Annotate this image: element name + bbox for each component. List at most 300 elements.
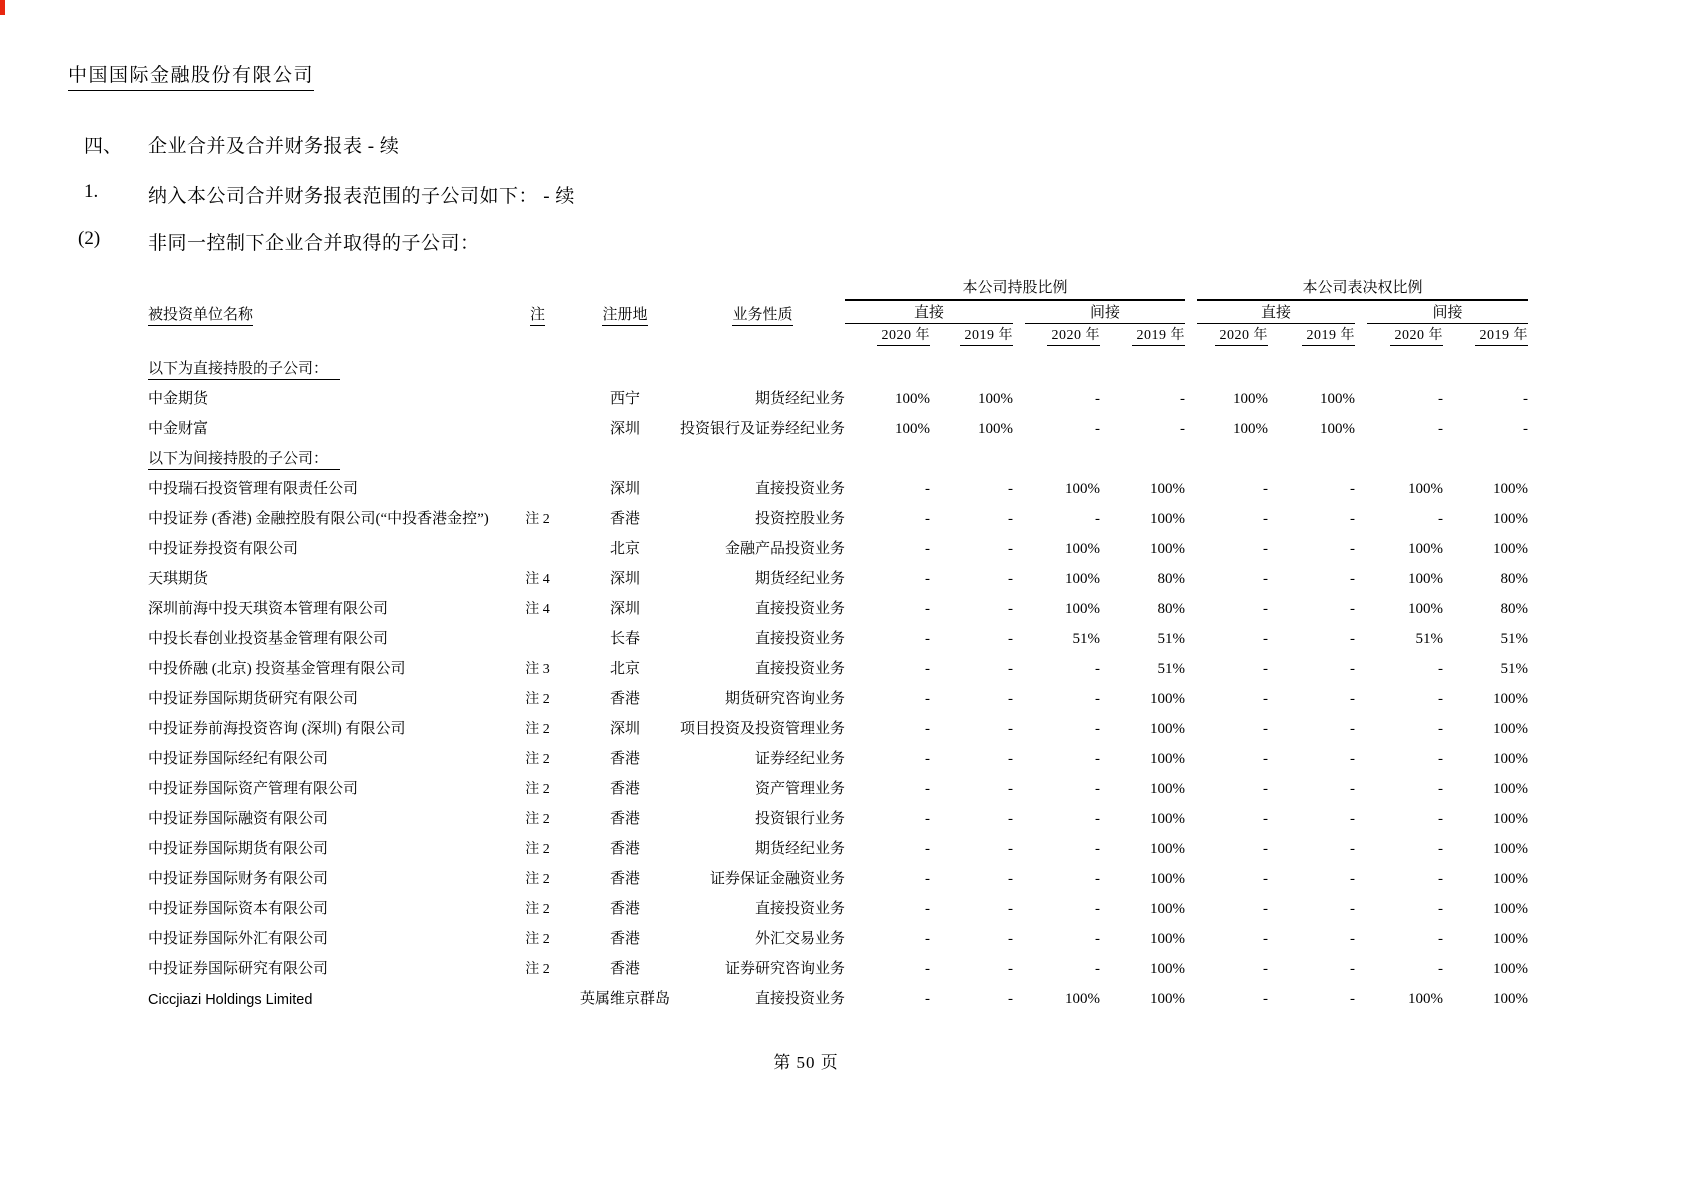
registered-place-cell: 香港 <box>609 961 640 977</box>
year-header-2019: 2019 年 <box>960 328 1014 346</box>
ratio-value-cell: - <box>1438 811 1444 827</box>
ratio-value-cell: - <box>1095 901 1100 917</box>
column-spacer <box>1013 982 1025 1012</box>
ratio-value-cell: - <box>1263 751 1269 767</box>
ratio-value-cell: - <box>1350 781 1356 797</box>
ratio-value-cell: - <box>1008 931 1013 947</box>
ratio-value-cell: 100% <box>895 391 930 407</box>
column-spacer <box>1013 652 1025 682</box>
ratio-value-cell: - <box>1350 991 1356 1007</box>
ratio-value-cell: - <box>1263 781 1269 797</box>
column-spacer <box>1185 892 1197 922</box>
ratio-value-cell: - <box>1350 841 1356 857</box>
note-cell <box>505 982 570 1012</box>
column-spacer <box>1355 502 1367 532</box>
business-nature-cell: 直接投资业务 <box>754 601 845 617</box>
ratio-value-cell: - <box>1263 901 1269 917</box>
ratio-value-cell: - <box>1095 751 1100 767</box>
ratio-value-cell: - <box>1095 721 1100 737</box>
company-row <box>148 532 1528 562</box>
ratio-value-cell: - <box>1263 691 1269 707</box>
business-nature-cell: 投资银行业务 <box>754 811 845 827</box>
ratio-value-cell: - <box>1008 811 1013 827</box>
company-name-cell: 深圳前海中投天琪资本管理有限公司 <box>148 601 389 617</box>
ratio-value-cell: 51% <box>1500 661 1529 677</box>
ratio-value-cell: 100% <box>1493 841 1529 857</box>
section-header-label: 以下为直接持股的子公司： <box>148 361 340 380</box>
ratio-value-cell: - <box>1008 661 1013 677</box>
col-header-business-nature: 业务性质 <box>732 307 792 326</box>
ratio-value-cell: - <box>1008 601 1013 617</box>
ratio-value-cell: - <box>1438 511 1444 527</box>
ratio-value-cell: - <box>925 511 930 527</box>
ratio-value-cell: - <box>1008 571 1013 587</box>
year-header-2019: 2019 年 <box>1132 328 1186 346</box>
ratio-value-cell: - <box>925 781 930 797</box>
ratio-value-cell: 80% <box>1157 601 1186 617</box>
ratio-value-cell: - <box>925 961 930 977</box>
ratio-value-cell: - <box>1438 661 1444 677</box>
red-artifact <box>0 0 5 15</box>
column-spacer <box>1013 592 1025 622</box>
registered-place-cell: 深圳 <box>609 601 640 617</box>
ratio-value-cell: - <box>925 541 930 557</box>
note-cell: 注 2 <box>525 902 550 917</box>
company-name-cell: 中投证券国际资本有限公司 <box>148 901 329 917</box>
column-spacer <box>1185 742 1197 772</box>
column-spacer <box>1185 472 1197 502</box>
ratio-value-cell: 100% <box>1150 811 1186 827</box>
company-name-cell: 中投证券国际融资有限公司 <box>148 811 329 827</box>
ratio-value-cell: 100% <box>1493 481 1529 497</box>
company-row <box>148 892 1528 922</box>
ratio-value-cell: - <box>1008 721 1013 737</box>
column-spacer <box>1355 472 1367 502</box>
registered-place-cell: 深圳 <box>609 421 640 437</box>
section-heading-text: 企业合并及合并财务报表 - 续 <box>148 136 400 157</box>
ratio-value-cell: - <box>1438 961 1444 977</box>
business-nature-cell: 直接投资业务 <box>754 661 845 677</box>
company-name-cell: 中金期货 <box>148 391 209 407</box>
note-cell: 注 2 <box>525 752 550 767</box>
ratio-value-cell: - <box>1438 841 1444 857</box>
year-header-2020: 2020 年 <box>877 328 931 346</box>
column-spacer <box>1355 592 1367 622</box>
business-nature-cell: 证券经纪业务 <box>754 751 845 767</box>
company-row <box>148 742 1528 772</box>
ratio-value-cell: - <box>1263 961 1269 977</box>
business-nature-cell: 证券保证金融资业务 <box>709 871 845 887</box>
subgroup-header-indirect: 间接 <box>1367 300 1528 324</box>
note-cell: 注 2 <box>525 722 550 737</box>
company-row <box>148 592 1528 622</box>
year-header-2019: 2019 年 <box>1475 328 1529 346</box>
ratio-value-cell: 100% <box>1150 721 1186 737</box>
ratio-value-cell: - <box>1263 931 1269 947</box>
company-row <box>148 622 1528 652</box>
business-nature-cell: 期货经纪业务 <box>754 391 845 407</box>
ratio-value-cell: - <box>1438 781 1444 797</box>
company-row <box>148 832 1528 862</box>
company-row <box>148 472 1528 502</box>
column-spacer <box>1355 382 1367 412</box>
company-name-cell: 中投证券国际财务有限公司 <box>148 871 329 887</box>
ratio-value-cell: - <box>925 691 930 707</box>
note-cell <box>505 472 570 502</box>
ratio-value-cell: - <box>1095 931 1100 947</box>
business-nature-cell: 期货研究咨询业务 <box>724 691 845 707</box>
ratio-value-cell: - <box>1350 931 1356 947</box>
ratio-value-cell: - <box>1180 421 1186 437</box>
ratio-value-cell: - <box>1350 601 1356 617</box>
column-spacer <box>1185 652 1197 682</box>
ratio-value-cell: 100% <box>1493 871 1529 887</box>
ratio-value-cell: - <box>1350 571 1356 587</box>
ratio-value-cell: - <box>1095 691 1100 707</box>
ratio-value-cell: 100% <box>1150 691 1186 707</box>
ratio-value-cell: - <box>925 991 930 1007</box>
ratio-value-cell: 100% <box>1408 481 1444 497</box>
ratio-value-cell: - <box>1263 481 1269 497</box>
ratio-value-cell: - <box>1095 961 1100 977</box>
ratio-value-cell: - <box>925 631 930 647</box>
ratio-value-cell: 100% <box>1493 691 1529 707</box>
section-header-row <box>148 352 1528 382</box>
column-spacer <box>1355 712 1367 742</box>
business-nature-cell: 期货经纪业务 <box>754 571 845 587</box>
subgroup-header-direct: 直接 <box>845 300 1013 324</box>
ratio-value-cell: 100% <box>1065 571 1100 587</box>
column-spacer <box>1185 982 1197 1012</box>
column-spacer <box>1013 952 1025 982</box>
registered-place-cell: 西宁 <box>609 391 640 407</box>
registered-place-cell: 香港 <box>609 511 640 527</box>
note-cell: 注 2 <box>525 812 550 827</box>
ratio-value-cell: - <box>925 481 930 497</box>
column-spacer <box>1185 562 1197 592</box>
column-spacer <box>1185 382 1197 412</box>
ratio-value-cell: 100% <box>1493 511 1529 527</box>
col-header-company-name: 被投资单位名称 <box>148 307 253 326</box>
ratio-value-cell: - <box>1008 631 1013 647</box>
business-nature-cell: 金融产品投资业务 <box>724 541 845 557</box>
ratio-value-cell: 100% <box>978 421 1013 437</box>
column-spacer <box>1013 802 1025 832</box>
company-row <box>148 922 1528 952</box>
ratio-value-cell: - <box>1095 661 1100 677</box>
ratio-value-cell: 51% <box>1500 631 1529 647</box>
column-spacer <box>1185 772 1197 802</box>
company-row <box>148 682 1528 712</box>
ratio-value-cell: 100% <box>1408 571 1444 587</box>
column-spacer <box>1355 772 1367 802</box>
ratio-value-cell: 51% <box>1415 631 1444 647</box>
column-spacer <box>1185 832 1197 862</box>
ratio-value-cell: 100% <box>895 421 930 437</box>
ratio-value-cell: - <box>1263 541 1269 557</box>
ratio-value-cell: - <box>1180 391 1186 407</box>
column-spacer <box>1013 712 1025 742</box>
ratio-value-cell: - <box>1438 721 1444 737</box>
subgroup-header-direct: 直接 <box>1197 300 1355 324</box>
column-spacer <box>1355 412 1367 442</box>
ratio-value-cell: - <box>1438 871 1444 887</box>
column-spacer <box>1013 742 1025 772</box>
registered-place-cell: 香港 <box>609 901 640 917</box>
business-nature-cell: 项目投资及投资管理业务 <box>680 721 846 737</box>
company-name-cell: 中投证券国际经纪有限公司 <box>148 751 329 767</box>
ratio-value-cell: 100% <box>1065 601 1100 617</box>
ratio-value-cell: - <box>1263 871 1269 887</box>
company-row <box>148 772 1528 802</box>
column-spacer <box>1355 922 1367 952</box>
column-spacer <box>1013 862 1025 892</box>
ratio-value-cell: 80% <box>1157 571 1186 587</box>
ratio-value-cell: 100% <box>1493 961 1529 977</box>
column-spacer <box>1013 532 1025 562</box>
registered-place-cell: 香港 <box>609 751 640 767</box>
registered-place-cell: 北京 <box>609 541 640 557</box>
column-spacer <box>1355 892 1367 922</box>
ratio-value-cell: - <box>1438 391 1444 407</box>
ratio-value-cell: 51% <box>1072 631 1100 647</box>
page-title: 中国国际金融股份有限公司 <box>68 60 314 91</box>
ratio-value-cell: 100% <box>1150 781 1186 797</box>
col-header-registered-place: 注册地 <box>602 307 647 326</box>
registered-place-cell: 深圳 <box>609 721 640 737</box>
ratio-value-cell: - <box>1263 721 1269 737</box>
company-row <box>148 412 1528 442</box>
ratio-value-cell: - <box>1350 481 1356 497</box>
business-nature-cell: 投资控股业务 <box>754 511 845 527</box>
ratio-value-cell: - <box>1263 991 1269 1007</box>
ratio-value-cell: - <box>1263 631 1269 647</box>
column-spacer <box>1185 592 1197 622</box>
column-spacer <box>1013 922 1025 952</box>
business-nature-cell: 直接投资业务 <box>754 901 845 917</box>
ratio-value-cell: - <box>925 751 930 767</box>
business-nature-cell: 外汇交易业务 <box>754 931 845 947</box>
ratio-value-cell: 100% <box>1233 391 1269 407</box>
ratio-value-cell: - <box>1263 601 1269 617</box>
company-row <box>148 382 1528 412</box>
ratio-value-cell: 100% <box>1150 901 1186 917</box>
subgroup-header-row <box>148 300 1528 324</box>
company-name-cell: 中投长春创业投资基金管理有限公司 <box>148 631 389 647</box>
ratio-value-cell: 100% <box>1150 481 1186 497</box>
ratio-value-cell: - <box>1095 391 1100 407</box>
business-nature-cell: 投资银行及证券经纪业务 <box>680 421 846 437</box>
note-cell: 注 2 <box>525 872 550 887</box>
ratio-value-cell: - <box>1095 811 1100 827</box>
ratio-value-cell: 51% <box>1157 631 1186 647</box>
ratio-value-cell: 80% <box>1500 571 1529 587</box>
ratio-value-cell: 100% <box>1150 931 1186 947</box>
company-name-cell: 中投侨融 (北京) 投资基金管理有限公司 <box>148 661 406 677</box>
ratio-value-cell: - <box>1438 691 1444 707</box>
ratio-value-cell: - <box>925 721 930 737</box>
ratio-value-cell: 100% <box>1408 601 1444 617</box>
column-spacer <box>1013 412 1025 442</box>
business-nature-cell: 直接投资业务 <box>754 481 845 497</box>
ratio-value-cell: - <box>1438 901 1444 917</box>
group-header-voting-ratio: 本公司表决权比例 <box>1197 276 1528 300</box>
ratio-value-cell: - <box>1008 511 1013 527</box>
column-spacer <box>1185 682 1197 712</box>
column-spacer <box>1013 832 1025 862</box>
company-name-cell: 中投证券国际外汇有限公司 <box>148 931 329 947</box>
ratio-value-cell: - <box>1095 511 1100 527</box>
column-spacer <box>1185 622 1197 652</box>
column-spacer <box>1013 772 1025 802</box>
column-spacer <box>1013 502 1025 532</box>
year-header-2020: 2020 年 <box>1390 328 1444 346</box>
ratio-value-cell: - <box>1008 991 1013 1007</box>
column-spacer <box>1185 862 1197 892</box>
ratio-value-cell: - <box>925 901 930 917</box>
company-row <box>148 952 1528 982</box>
ratio-value-cell: - <box>1008 781 1013 797</box>
business-nature-cell: 资产管理业务 <box>754 781 845 797</box>
column-spacer <box>1355 862 1367 892</box>
registered-place-cell: 香港 <box>609 871 640 887</box>
ratio-value-cell: 100% <box>1320 391 1356 407</box>
year-header-2019: 2019 年 <box>1302 328 1356 346</box>
column-spacer <box>1185 502 1197 532</box>
ratio-value-cell: - <box>1008 541 1013 557</box>
ratio-value-cell: - <box>1350 811 1356 827</box>
ratio-value-cell: - <box>925 571 930 587</box>
ratio-value-cell: 100% <box>1408 541 1444 557</box>
ratio-value-cell: 100% <box>978 391 1013 407</box>
col-header-note: 注 <box>530 307 545 326</box>
ratio-value-cell: 100% <box>1150 871 1186 887</box>
ratio-value-cell: 80% <box>1500 601 1529 617</box>
year-header-row <box>148 324 1528 345</box>
ratio-value-cell: - <box>1523 421 1529 437</box>
note-cell: 注 2 <box>525 842 550 857</box>
column-spacer <box>1013 472 1025 502</box>
subsection-heading-number: 1. <box>84 181 99 202</box>
ratio-value-cell: - <box>1350 721 1356 737</box>
company-name-cell: 中投瑞石投资管理有限责任公司 <box>148 481 359 497</box>
ratio-value-cell: 100% <box>1150 511 1186 527</box>
column-spacer <box>1355 952 1367 982</box>
column-spacer <box>1013 382 1025 412</box>
registered-place-cell: 长春 <box>609 631 640 647</box>
ratio-value-cell: - <box>1095 781 1100 797</box>
page-number: 第 50 页 <box>773 1053 839 1072</box>
company-name-cell: 中投证券前海投资咨询 (深圳) 有限公司 <box>148 721 406 737</box>
registered-place-cell: 香港 <box>609 841 640 857</box>
ratio-value-cell: - <box>925 841 930 857</box>
business-nature-cell: 证券研究咨询业务 <box>724 961 845 977</box>
note-cell: 注 3 <box>525 662 550 677</box>
business-nature-cell: 直接投资业务 <box>754 631 845 647</box>
business-nature-cell: 直接投资业务 <box>754 991 845 1007</box>
ratio-value-cell: - <box>1350 901 1356 917</box>
ratio-value-cell: - <box>1095 841 1100 857</box>
column-spacer <box>1013 622 1025 652</box>
ratio-value-cell: 100% <box>1493 751 1529 767</box>
registered-place-cell: 深圳 <box>609 571 640 587</box>
ratio-value-cell: - <box>1350 511 1356 527</box>
company-name-cell: 中投证券投资有限公司 <box>148 541 299 557</box>
ratio-value-cell: 100% <box>1065 481 1100 497</box>
note-cell: 注 4 <box>525 572 550 587</box>
ratio-value-cell: 100% <box>1493 781 1529 797</box>
ratio-value-cell: - <box>1008 691 1013 707</box>
ratio-value-cell: - <box>1350 751 1356 767</box>
registered-place-cell: 英属维京群岛 <box>579 991 670 1007</box>
registered-place-cell: 北京 <box>609 661 640 677</box>
note-cell: 注 2 <box>525 692 550 707</box>
ratio-value-cell: - <box>1438 421 1444 437</box>
ratio-value-cell: - <box>1008 901 1013 917</box>
ratio-value-cell: - <box>925 661 930 677</box>
company-name-cell: Ciccjiazi Holdings Limited <box>148 992 313 1008</box>
note-cell <box>505 412 570 442</box>
column-spacer <box>1013 562 1025 592</box>
column-spacer <box>1355 652 1367 682</box>
note-cell <box>505 532 570 562</box>
business-nature-cell: 期货经纪业务 <box>754 841 845 857</box>
subsection-heading-text: 纳入本公司合并财务报表范围的子公司如下： - 续 <box>148 186 575 207</box>
column-spacer <box>1355 622 1367 652</box>
company-name-cell: 中投证券国际期货有限公司 <box>148 841 329 857</box>
column-spacer <box>1355 982 1367 1012</box>
note-cell: 注 2 <box>525 962 550 977</box>
column-spacer <box>1355 682 1367 712</box>
company-row <box>148 712 1528 742</box>
ratio-value-cell: - <box>1263 811 1269 827</box>
company-name-cell: 天琪期货 <box>148 571 209 587</box>
ratio-value-cell: - <box>1008 961 1013 977</box>
ratio-value-cell: - <box>1008 481 1013 497</box>
column-spacer <box>1185 922 1197 952</box>
section-heading-number: 四、 <box>84 136 123 157</box>
section-header-row <box>148 442 1528 472</box>
ratio-value-cell: 100% <box>1065 541 1100 557</box>
column-spacer <box>1013 682 1025 712</box>
ratio-value-cell: 100% <box>1493 721 1529 737</box>
table-body <box>148 352 1528 1012</box>
column-spacer <box>1355 562 1367 592</box>
ratio-value-cell: 100% <box>1493 991 1529 1007</box>
ratio-value-cell: - <box>1350 961 1356 977</box>
group-header-row <box>148 276 1528 300</box>
group-header-shareholding-ratio: 本公司持股比例 <box>845 276 1185 300</box>
ratio-value-cell: - <box>925 871 930 887</box>
ratio-value-cell: 100% <box>1493 541 1529 557</box>
ratio-value-cell: - <box>1350 691 1356 707</box>
column-spacer <box>1185 952 1197 982</box>
column-spacer <box>1355 742 1367 772</box>
column-spacer <box>1185 412 1197 442</box>
ratio-value-cell: - <box>1008 751 1013 767</box>
registered-place-cell: 香港 <box>609 781 640 797</box>
company-name-cell: 中金财富 <box>148 421 209 437</box>
company-row <box>148 802 1528 832</box>
column-spacer <box>1355 802 1367 832</box>
ratio-value-cell: - <box>925 931 930 947</box>
ratio-value-cell: 51% <box>1157 661 1186 677</box>
company-name-cell: 中投证券国际研究有限公司 <box>148 961 329 977</box>
company-row <box>148 982 1528 1012</box>
year-header-2020: 2020 年 <box>1215 328 1269 346</box>
ratio-value-cell: - <box>1263 661 1269 677</box>
subsidiaries-table <box>148 276 1528 1012</box>
